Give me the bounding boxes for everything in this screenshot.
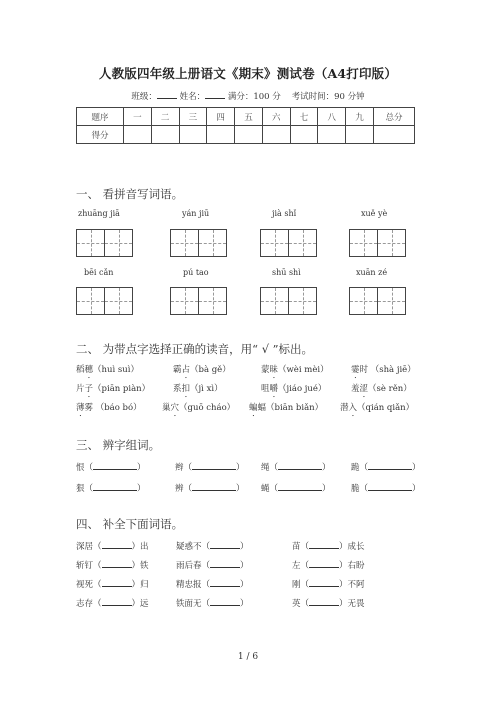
score-cell[interactable]: [124, 126, 152, 144]
reading-row: 稻穗（huì suì） 霸占（bà gě） 蒙昧（wèi mèi） 霎时 （shà jiē）: [76, 365, 416, 375]
score-header-cell: 八: [318, 108, 346, 126]
answer-blank[interactable]: [210, 540, 240, 549]
score-header-cell: 四: [207, 108, 235, 126]
pinyin-label: jià shǐ: [272, 209, 297, 218]
answer-blank[interactable]: [93, 461, 137, 470]
score-header-cell: 总分: [374, 108, 415, 126]
pinyin-label: bēi cǎn: [84, 268, 114, 277]
answer-blank[interactable]: [210, 559, 240, 568]
section3-heading: 三、 辨字组词。: [76, 438, 161, 452]
answer-blank[interactable]: [102, 559, 132, 568]
answer-blank[interactable]: [309, 597, 339, 606]
tianzige-box[interactable]: [170, 287, 227, 315]
score-table: [76, 107, 415, 144]
answer-blank[interactable]: [309, 559, 339, 568]
score-header-cell: 三: [179, 108, 207, 126]
answer-blank[interactable]: [368, 482, 412, 491]
score-cell[interactable]: [179, 126, 207, 144]
score-header-cell: 五: [235, 108, 263, 126]
answer-blank[interactable]: [192, 461, 236, 470]
section4-heading: 四、 补全下面词语。: [76, 517, 184, 531]
answer-blank[interactable]: [192, 482, 236, 491]
exam-info: [0, 90, 496, 102]
page-title: 人教版四年级上册语文《期末》测试卷（A4打印版）: [98, 66, 398, 81]
tianzige-box[interactable]: [349, 229, 406, 257]
idiom-row: 斩钉（ ）铁 雨后春（ ） 左（ ）右盼: [76, 561, 365, 571]
score-cell[interactable]: [346, 126, 374, 144]
pinyin-label: shū shì: [272, 268, 301, 277]
idiom-row: 深居（ ）出 疑惑不（ ） 苗（ ）成长: [76, 542, 365, 552]
score-header-cell: 题序: [77, 108, 124, 126]
answer-blank[interactable]: [210, 597, 240, 606]
answer-blank[interactable]: [368, 461, 412, 470]
pinyin-label: xuě yè: [361, 209, 388, 218]
idiom-row: 视死（ ）归 精忠报（ ） 刚（ ）不阿: [76, 580, 365, 590]
answer-blank[interactable]: [309, 578, 339, 587]
score-cell[interactable]: [262, 126, 290, 144]
answer-blank[interactable]: [93, 482, 137, 491]
score-header-cell: 九: [346, 108, 374, 126]
answer-blank[interactable]: [102, 597, 132, 606]
tianzige-box[interactable]: [170, 229, 227, 257]
pinyin-label: zhuāng jiā: [78, 209, 120, 218]
score-header-cell: 七: [290, 108, 318, 126]
answer-blank[interactable]: [210, 578, 240, 587]
pinyin-label: pú tao: [183, 268, 209, 277]
tianzige-box[interactable]: [76, 287, 133, 315]
answer-blank[interactable]: [102, 578, 132, 587]
score-row-label: 得分: [77, 126, 124, 144]
word-group-row: 狠（ ） 辨（ ） 蝇（ ） 脆（ ）: [76, 484, 421, 494]
time-label: 考试时间：90 分钟: [291, 92, 365, 102]
name-blank: [205, 90, 225, 99]
class-label: 班级：: [131, 92, 157, 102]
reading-row: 薄雾 （báo bó） 巢穴（guō cháo） 蝙蝠（biān biǎn） 潜入（qián qiǎn）: [76, 403, 415, 413]
pinyin-label: xuān zé: [356, 268, 388, 277]
answer-blank[interactable]: [309, 540, 339, 549]
section1-heading: 一、 看拼音写词语。: [76, 187, 184, 201]
tianzige-box[interactable]: [260, 287, 317, 315]
score-cell[interactable]: [290, 126, 318, 144]
score-header-cell: 二: [151, 108, 179, 126]
tianzige-box[interactable]: [260, 229, 317, 257]
score-cell[interactable]: [235, 126, 263, 144]
score-header-cell: 六: [262, 108, 290, 126]
score-cell[interactable]: [318, 126, 346, 144]
score-cell[interactable]: [207, 126, 235, 144]
class-blank: [157, 90, 177, 99]
score-header-cell: 一: [124, 108, 152, 126]
pinyin-label: yán jiū: [182, 209, 210, 218]
tianzige-box[interactable]: [76, 229, 133, 257]
score-cell[interactable]: [151, 126, 179, 144]
score-table-header: [77, 108, 415, 126]
score-cell[interactable]: [374, 126, 415, 144]
answer-blank[interactable]: [102, 540, 132, 549]
answer-blank[interactable]: [278, 461, 322, 470]
tianzige-box[interactable]: [349, 287, 406, 315]
section2-heading: 二、 为带点字选择正确的读音，用“ √ ”标出。: [76, 342, 314, 356]
score-table-row: [77, 126, 415, 144]
word-group-row: 恨（ ） 辫（ ） 绳（ ） 跪（ ）: [76, 463, 421, 473]
answer-blank[interactable]: [278, 482, 322, 491]
name-label: 姓名：: [179, 92, 206, 102]
reading-row: 片子（piān piàn） 系扣（jì xì） 咀嚼（jiáo jué） 羞涩（sè rěn）: [76, 384, 412, 394]
idiom-row: 志存（ ）远 铁面无（ ） 英（ ）无畏: [76, 599, 365, 609]
page-number: 1 / 6: [237, 652, 259, 662]
score-label: 满分：100 分: [227, 92, 281, 102]
